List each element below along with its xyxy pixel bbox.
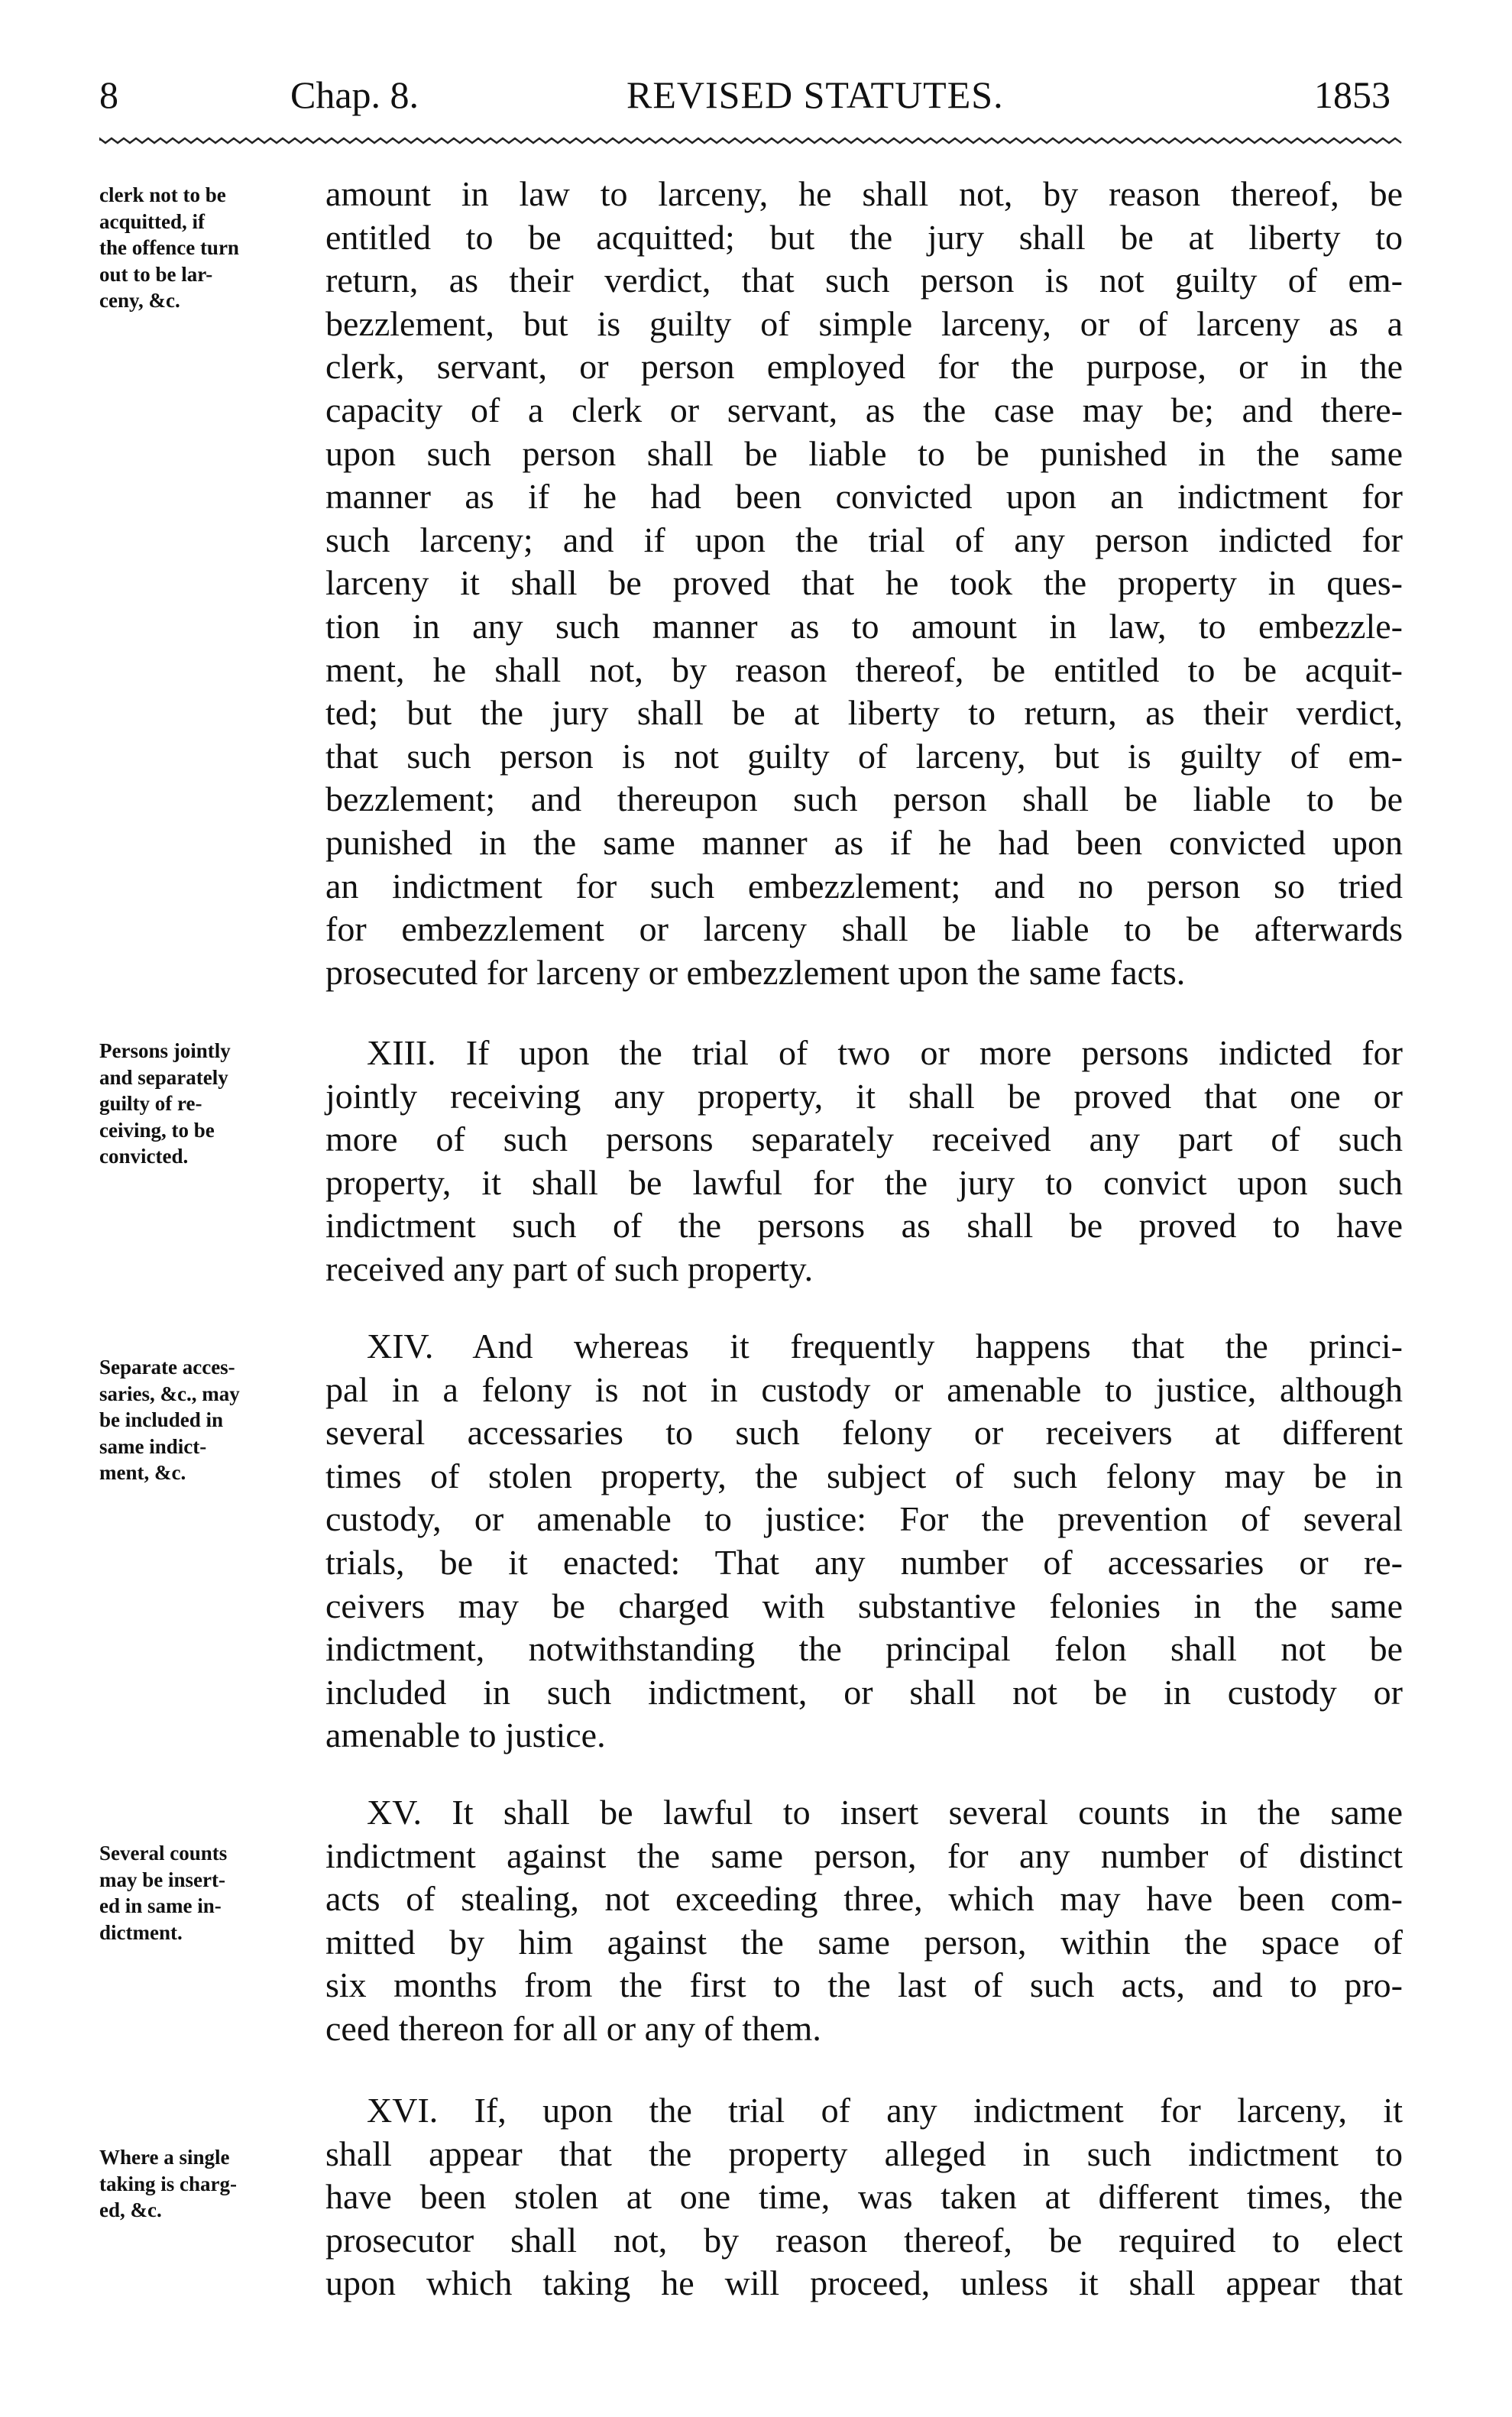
- margin-note-line: Where a single: [99, 2146, 230, 2169]
- text-line: indictment, notwithstanding the principal felon shall not be: [325, 1629, 1403, 1669]
- text-line: entitled to be acquitted; but the jury shall be at liberty to: [325, 217, 1403, 257]
- text-line: tion in any such manner as to amount in law, to embezzle-: [325, 606, 1403, 646]
- margin-note-line: acquitted, if: [99, 209, 205, 233]
- text-line: bezzlement; and thereupon such person shall be liable to be: [325, 779, 1403, 819]
- text-line: amenable to justice.: [325, 1716, 606, 1755]
- margin-note-line: saries, &c., may: [99, 1382, 240, 1405]
- text-line: capacity of a clerk or servant, as the case may be; and there-: [325, 390, 1403, 429]
- margin-note-line: dictment.: [99, 1920, 183, 1944]
- running-title: REVISED STATUTES.: [626, 73, 1004, 116]
- text-line: ceed thereon for all or any of them.: [325, 2008, 821, 2048]
- text-line: manner as if he had been convicted upon an indictment for: [325, 477, 1403, 517]
- margin-note-line: may be insert-: [99, 1868, 225, 1891]
- margin-note-line: Persons jointly: [99, 1039, 231, 1062]
- text-line: clerk, servant, or person employed for the purpose, or in the: [325, 347, 1403, 387]
- margin-note-line: convicted.: [99, 1145, 189, 1168]
- text-line: several accessaries to such felony or receivers at different: [325, 1413, 1403, 1453]
- text-line: included in such indictment, or shall not be in custody or: [325, 1672, 1403, 1712]
- text-line: received any part of such property.: [325, 1249, 814, 1288]
- text-line: for embezzlement or larceny shall be liable to be afterwards: [325, 909, 1403, 949]
- text-line: six months from the first to the last of such acts, and to pro-: [325, 1965, 1403, 2005]
- text-line: more of such persons separately received any part of such: [325, 1119, 1403, 1159]
- margin-note-line: ed, &c.: [99, 2198, 162, 2221]
- text-line: property, it shall be lawful for the jury to convict upon such: [325, 1162, 1403, 1202]
- text-line: XVI. If, upon the trial of any indictment for larceny, it: [367, 2091, 1403, 2130]
- section-paragraph: [325, 1325, 1403, 1758]
- text-line: have been stolen at one time, was taken at different times, the: [325, 2177, 1403, 2217]
- text-line: mitted by him against the same person, within the space of: [325, 1922, 1403, 1962]
- margin-note: [99, 2144, 313, 2224]
- text-line: XIII. If upon the trial of two or more persons indicted for: [367, 1033, 1403, 1072]
- text-line: trials, be it enacted: That any number of accessaries or re-: [325, 1542, 1403, 1582]
- margin-note-line: guilty of re-: [99, 1092, 202, 1115]
- margin-note-line: same indict-: [99, 1434, 207, 1458]
- text-line: jointly receiving any property, it shall be proved that one or: [325, 1076, 1403, 1116]
- section-paragraph: [325, 2089, 1403, 2305]
- text-line: XV. It shall be lawful to insert several counts in the same: [367, 1793, 1403, 1832]
- section-paragraph: [325, 1032, 1403, 1291]
- text-line: such larceny; and if upon the trial of any person indicted for: [325, 520, 1403, 559]
- margin-note-line: Several counts: [99, 1842, 228, 1865]
- text-line: acts of stealing, not exceeding three, which may have been com-: [325, 1879, 1403, 1919]
- margin-note: [99, 182, 313, 314]
- margin-note: [99, 1354, 313, 1486]
- text-line: upon which taking he will proceed, unless it shall appear that: [325, 2263, 1403, 2303]
- section-paragraph: [325, 1791, 1403, 2051]
- text-line: prosecuted for larceny or embezzlement upon the same facts.: [325, 952, 1186, 992]
- text-line: XIV. And whereas it frequently happens that the princi-: [367, 1327, 1403, 1366]
- margin-note-line: taking is charg-: [99, 2172, 238, 2195]
- text-line: indictment against the same person, for any number of distinct: [325, 1835, 1403, 1875]
- text-line: pal in a felony is not in custody or amenable to justice, although: [325, 1369, 1403, 1409]
- text-line: return, as their verdict, that such person is not guilty of em-: [325, 261, 1403, 300]
- margin-note-line: the offence turn: [99, 236, 239, 259]
- chapter-label: Chap. 8.: [290, 73, 419, 116]
- text-line: times of stolen property, the subject of such felony may be in: [325, 1456, 1403, 1495]
- margin-note-line: Separate acces-: [99, 1356, 235, 1379]
- margin-note: [99, 1840, 313, 1946]
- paragraph-continued: [325, 173, 1403, 994]
- wavy-header-rule: [99, 136, 1403, 145]
- margin-note-line: ment, &c.: [99, 1461, 186, 1484]
- text-line: shall appear that the property alleged in such indictment to: [325, 2134, 1403, 2173]
- text-line: ceivers may be charged with substantive felonies in the same: [325, 1586, 1403, 1625]
- text-line: bezzlement, but is guilty of simple larceny, or of larceny as a: [325, 303, 1403, 343]
- year: 1853: [1314, 73, 1391, 116]
- margin-note: [99, 1038, 313, 1170]
- text-line: an indictment for such embezzlement; and no person so tried: [325, 866, 1403, 906]
- text-line: ted; but the jury shall be at liberty to return, as their verdict,: [325, 693, 1403, 733]
- text-line: upon such person shall be liable to be punished in the same: [325, 433, 1403, 473]
- margin-note-line: clerk not to be: [99, 183, 226, 206]
- text-line: larceny it shall be proved that he took the property in ques-: [325, 563, 1403, 603]
- text-line: that such person is not guilty of larceny, but is guilty of em-: [325, 736, 1403, 776]
- text-line: ment, he shall not, by reason thereof, be entitled to be acquit-: [325, 650, 1403, 689]
- text-line: amount in law to larceny, he shall not, by reason thereof, be: [325, 174, 1403, 213]
- text-line: custody, or amenable to justice: For the prevention of several: [325, 1499, 1403, 1539]
- text-line: punished in the same manner as if he had been convicted upon: [325, 822, 1403, 862]
- page-number: 8: [99, 73, 118, 116]
- text-line: prosecutor shall not, by reason thereof, be required to elect: [325, 2220, 1403, 2260]
- margin-note-line: ed in same in-: [99, 1894, 222, 1917]
- margin-note-line: be included in: [99, 1408, 224, 1431]
- margin-note-line: out to be lar-: [99, 262, 213, 286]
- margin-note-line: and separately: [99, 1065, 228, 1089]
- margin-note-line: ceny, &c.: [99, 289, 180, 312]
- margin-note-line: ceiving, to be: [99, 1118, 215, 1142]
- text-line: indictment such of the persons as shall be proved to have: [325, 1206, 1403, 1246]
